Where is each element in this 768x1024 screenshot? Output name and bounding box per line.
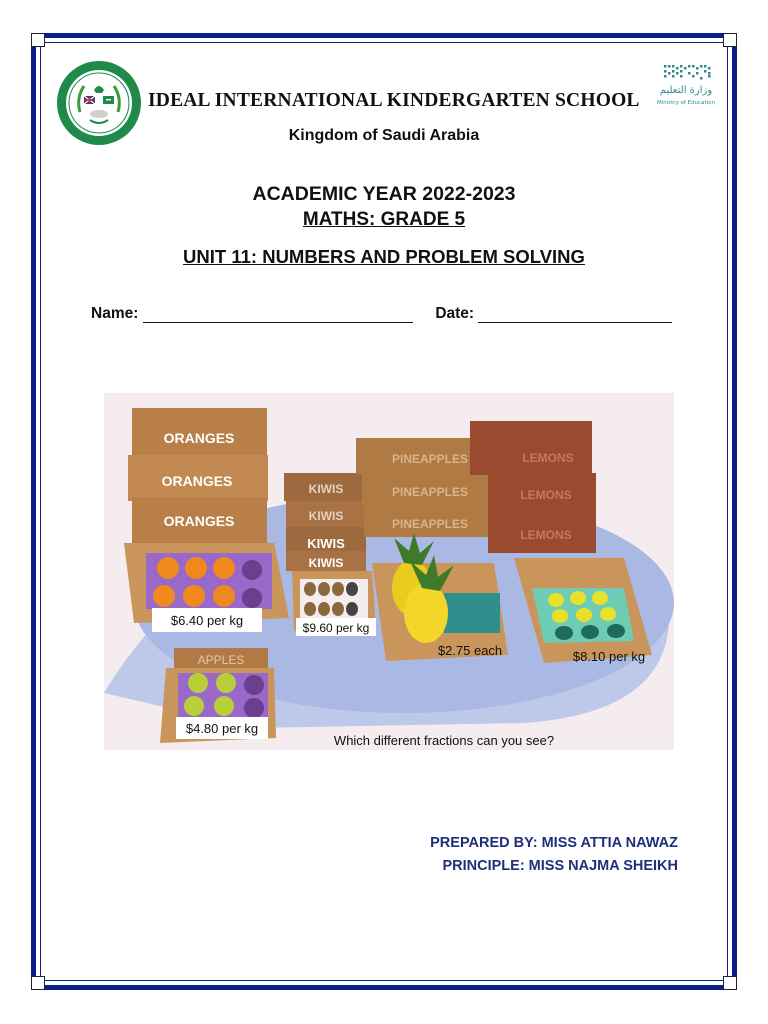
school-name: IDEAL INTERNATIONAL KINDERGARTEN SCHOOL: [148, 90, 640, 111]
border-corner-top-left: [31, 33, 45, 47]
credits: [430, 832, 678, 878]
ministry-arabic-name: وزارة التعليم: [659, 85, 713, 96]
apples-price: $4.80 per kg: [185, 721, 259, 736]
name-blank[interactable]: [143, 308, 413, 323]
date-label: Date:: [435, 305, 475, 322]
kiwis-box-label-2: KIWIS: [308, 509, 344, 523]
fractions-question: Which different fractions can you see?: [333, 733, 555, 748]
name-label: Name:: [91, 305, 139, 322]
pineapples-price: $2.75 each: [437, 643, 503, 658]
border-corner-top-right: [723, 33, 737, 47]
unit-title: [0, 246, 768, 268]
name-date-row: [91, 305, 672, 323]
date-blank[interactable]: [478, 308, 672, 323]
lemons-box-label-2: LEMONS: [520, 488, 572, 502]
academic-year: ACADEMIC YEAR 2022-2023: [252, 183, 516, 205]
kiwis-box-label-4: KIWIS: [308, 556, 344, 570]
country-name: Kingdom of Saudi Arabia: [288, 127, 480, 144]
border-corner-bottom-right: [723, 976, 737, 990]
subject-grade: [0, 209, 768, 231]
apples-box: [160, 648, 276, 743]
lemons-box-label-1: LEMONS: [522, 451, 574, 465]
oranges-box-label-3: ORANGES: [163, 513, 235, 529]
kiwis-box-label-1: KIWIS: [308, 482, 344, 496]
oranges-stack: [124, 408, 289, 632]
kiwis-box-label-3: KIWIS: [307, 536, 345, 551]
lemons-box-label-3: LEMONS: [520, 528, 572, 542]
lemons-price: $8.10 per kg: [572, 649, 646, 664]
pineapples-box-label-1: PINEAPPLES: [391, 452, 469, 466]
apples-box-label: APPLES: [197, 653, 245, 667]
fruit-boxes-illustration: [104, 393, 674, 750]
ministry-of-education-logo: [634, 60, 720, 118]
principal: PRINCIPLE: MISS NAJMA SHEIKH: [442, 858, 678, 874]
ministry-english-name: Ministry of Education: [656, 100, 716, 106]
oranges-box-label-1: ORANGES: [163, 430, 235, 446]
unit-title-text: UNIT 11: NUMBERS AND PROBLEM SOLVING: [183, 246, 585, 267]
subject-grade-text: MATHS: GRADE 5: [302, 209, 466, 230]
pineapples-box-label-2: PINEAPPLES: [391, 485, 469, 499]
pineapples-box-label-3: PINEAPPLES: [391, 517, 469, 531]
prepared-by: PREPARED BY: MISS ATTIA NAWAZ: [430, 835, 678, 851]
border-corner-bottom-left: [31, 976, 45, 990]
kiwis-price: $9.60 per kg: [302, 621, 370, 635]
oranges-price: $6.40 per kg: [170, 613, 244, 628]
oranges-box-label-2: ORANGES: [161, 473, 233, 489]
